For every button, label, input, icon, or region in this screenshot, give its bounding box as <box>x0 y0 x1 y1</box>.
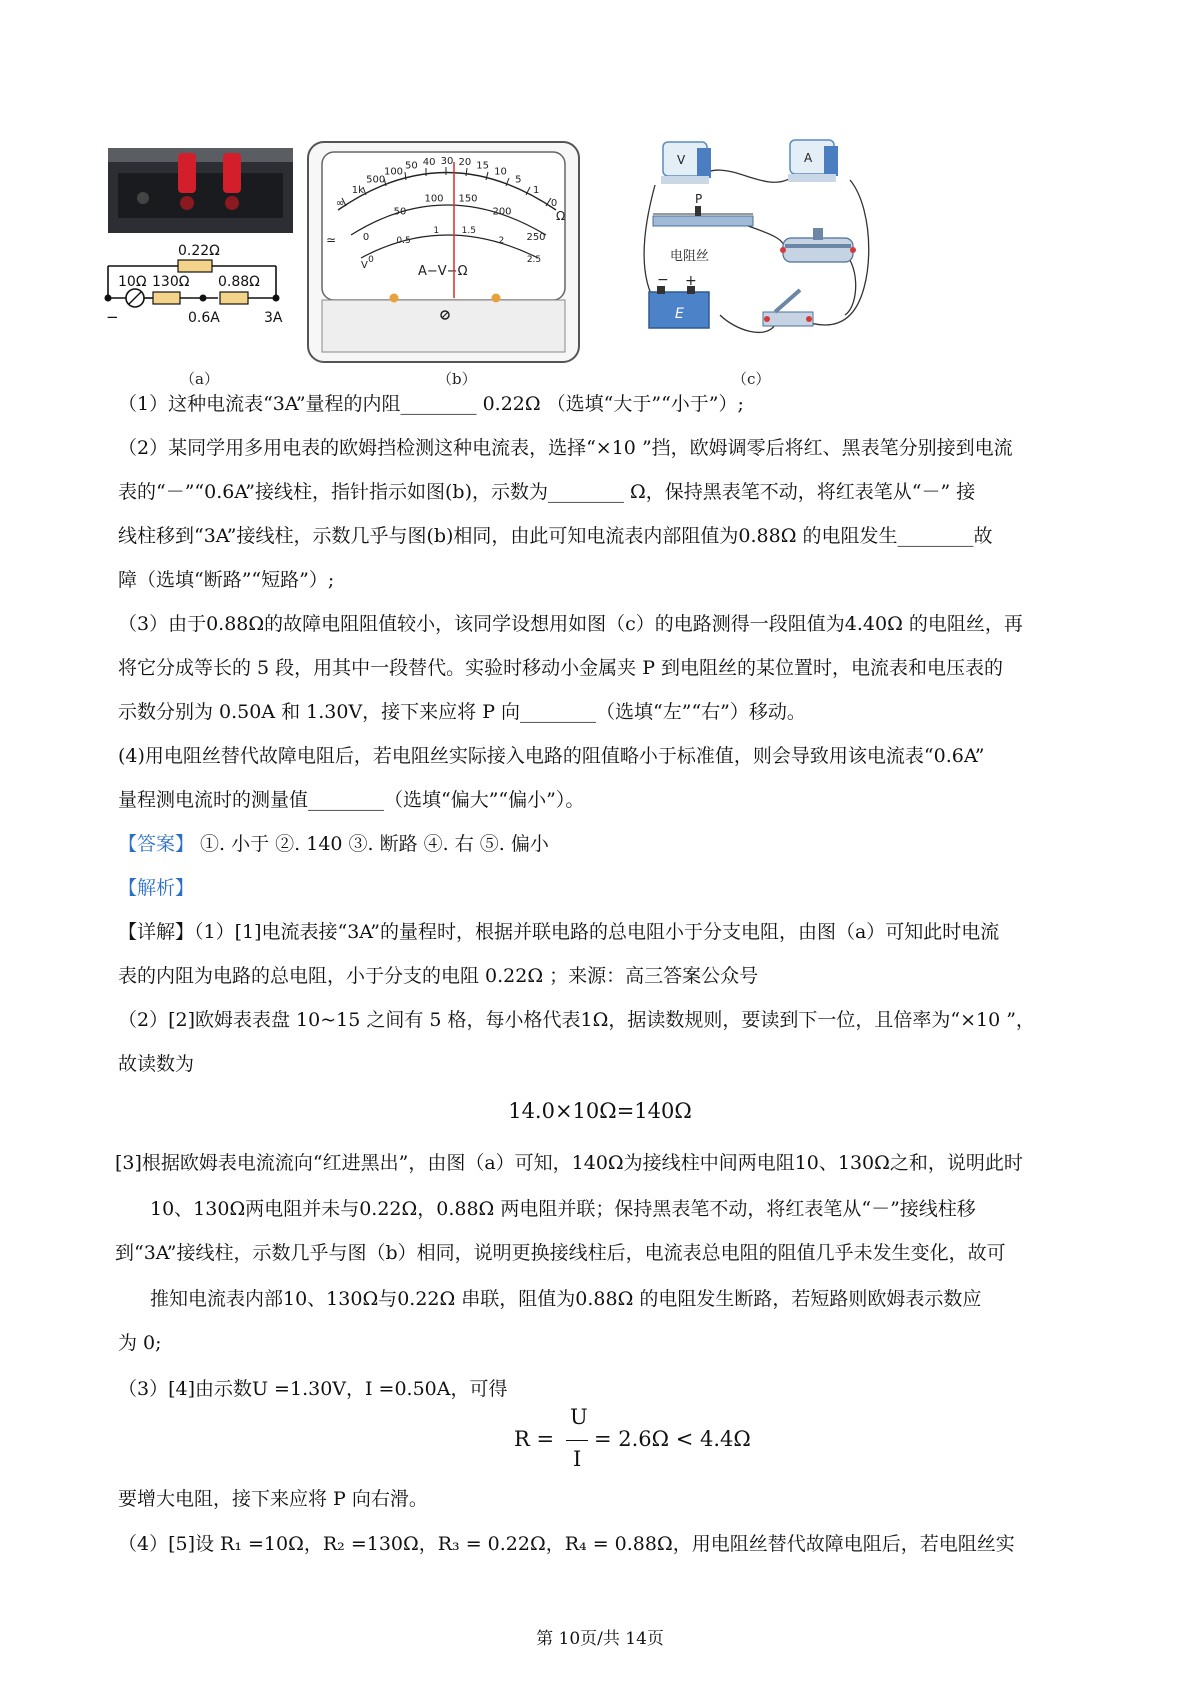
caption-a: （a） <box>180 370 219 388</box>
ac-scale-tick: 1 <box>433 226 440 237</box>
dc-scale-tick: 0 <box>362 232 370 243</box>
clip-label: P <box>695 192 703 206</box>
q2-line-a: （2）某同学用多用电表的欧姆挡检测这种电流表，选择“×10 ”挡，欧姆调零后将红、黑表笔分别接到电流 <box>118 437 1013 459</box>
circuit-c-drawing <box>635 140 890 365</box>
ohm-scale-tick: 100 <box>383 166 404 178</box>
ac-symbol: ≃ <box>326 233 337 247</box>
label-term-minus: − <box>106 308 119 326</box>
detail-2-b: 故读数为 <box>118 1053 195 1075</box>
v-symbol: V <box>361 260 368 271</box>
caption-b: （b） <box>437 370 477 388</box>
detail-4-a: （3）[4]由示数U =1.30V，I =0.50A，可得 <box>118 1378 508 1400</box>
figure-a-drawing <box>108 148 293 368</box>
ohm-scale-tick: 0 <box>550 198 558 209</box>
eq-lhs: R = <box>514 1427 555 1451</box>
q3-line-c: 示数分别为 0.50A 和 1.30V，接下来应将 P 向________（选填“左”“右”）移动。 <box>118 701 806 723</box>
red-terminal-2 <box>223 153 241 193</box>
equation-resistance <box>514 1405 751 1477</box>
ohm-scale-tick: ∞ <box>335 198 345 209</box>
dc-scale-tick: 250 <box>526 232 546 243</box>
adjust-knob-right <box>492 294 501 303</box>
resistor-022 <box>178 260 212 272</box>
figure-b <box>306 140 581 365</box>
eq-rhs: = 2.6Ω < 4.4Ω <box>594 1427 751 1451</box>
detail-3-c: 到“3A”接线柱，示数几乎与图（b）相同，说明更换接线柱后，电流表总电阻的阻值几乎未发生变化，故可 <box>115 1242 1006 1264</box>
battery-minus: − <box>657 272 669 288</box>
ac-scale-tick: 2 <box>498 235 505 246</box>
adjust-knob-left <box>390 294 399 303</box>
detail-4-b: 要增大电阻，接下来应将 P 向右滑。 <box>118 1488 428 1510</box>
ohm-scale-tick: 20 <box>458 157 472 169</box>
multimeter-dial <box>306 140 581 365</box>
label-r-right: 0.88Ω <box>218 274 260 290</box>
resistor-088 <box>220 292 248 304</box>
voltmeter-label: V <box>677 153 686 167</box>
ac-scale-tick: 2.5 <box>526 255 542 265</box>
figure-c <box>635 140 890 365</box>
switch-icon <box>763 312 813 326</box>
dc-scale-tick: 100 <box>424 193 444 205</box>
clip-p <box>695 206 701 216</box>
label-r-mid: 130Ω <box>152 274 190 290</box>
detail-3-d: 推知电流表内部10、130Ω与0.22Ω 串联，阻值为0.88Ω 的电阻发生断路，若短路则欧姆表示数应 <box>150 1288 982 1310</box>
equation-ohm-reading: 14.0×10Ω=140Ω <box>508 1099 692 1123</box>
label-r-meter: 10Ω <box>118 274 147 290</box>
unit-omega: Ω <box>556 209 566 223</box>
detail-1-a: 【详解】（1）[1]电流表接“3A”的量程时，根据并联电路的总电阻小于分支电阻，由图（a）可知此时电流 <box>118 921 1000 943</box>
ohm-scale-tick: 1 <box>532 185 540 197</box>
detail-3-b: 10、130Ω两电阻并未与0.22Ω，0.88Ω 两电阻并联；保持黑表笔不动，将红表笔从“－”接线柱移 <box>150 1198 976 1220</box>
q2-line-b: 表的“－”“0.6A”接线柱，指针指示如图(b)，示数为________ Ω，保持黑表笔不动，将红表笔从“－” 接 <box>118 481 976 503</box>
q1-line: （1）这种电流表“3A”量程的内阻________ 0.22Ω （选填“大于”“小于”）; <box>118 393 744 415</box>
ohm-scale-tick: 15 <box>476 160 490 172</box>
q3-line-a: （3）由于0.88Ω的故障电阻阻值较小，该同学设想用如图（c）的电路测得一段阻值为4.40Ω 的电阻丝，再 <box>118 613 1023 635</box>
eq-denominator: I <box>573 1447 582 1471</box>
detail-3-a: [3]根据欧姆表电流流向“红进黑出”，由图（a）可知，140Ω为接线柱中间两电阻10、130Ω之和，说明此时 <box>115 1152 1023 1174</box>
detail-3-e: 为 0; <box>118 1332 162 1354</box>
q2-line-c: 线柱移到“3A”接线柱，示数几乎与图(b)相同，由此可知电流表内部阻值为0.88Ω 的电阻发生________故 <box>118 525 993 547</box>
answer-text: ①. 小于 ②. 140 ③. 断路 ④. 右 ⑤. 偏小 <box>194 833 549 855</box>
eq-fraction-bar <box>566 1440 588 1441</box>
meter-label: A−V−Ω <box>418 264 468 279</box>
label-term-06: 0.6A <box>188 310 220 326</box>
eq-numerator: U <box>570 1405 588 1429</box>
dc-scale-tick: 150 <box>458 193 478 205</box>
detail-2-a: （2）[2]欧姆表表盘 10~15 之间有 5 格，每小格代表1Ω，据读数规则，要读到下一位，且倍率为“×10 ”， <box>118 1009 1035 1031</box>
detail-5-a: （4）[5]设 R₁ =10Ω，R₂ =130Ω，R₃ = 0.22Ω，R₄ = 0.88Ω，用电阻丝替代故障电阻后，若电阻丝实 <box>118 1533 1015 1555</box>
label-r-top: 0.22Ω <box>178 243 220 259</box>
dc-scale-tick: 200 <box>492 206 512 218</box>
q3-line-b: 将它分成等长的 5 段，用其中一段替代。实验时移动小金属夹 P 到电阻丝的某位置时，电流表和电压表的 <box>118 657 1004 679</box>
ohm-scale-tick: 500 <box>366 174 386 186</box>
ohm-scale-tick: 10 <box>494 166 507 178</box>
analysis-label: 【解析】 <box>118 877 195 899</box>
rheostat-icon <box>783 238 853 262</box>
wire-label: 电阻丝 <box>670 249 710 264</box>
answer-label: 【答案】 <box>118 833 195 855</box>
q4-line-b: 量程测电流时的测量值________（选填“偏大”“偏小”）。 <box>118 789 585 811</box>
ohm-scale-tick: 5 <box>515 174 522 186</box>
ac-scale-tick: 1.5 <box>461 226 476 237</box>
ac-scale-tick: 0 <box>368 255 374 265</box>
battery-plus: + <box>685 273 697 289</box>
ac-scale-tick: 0.5 <box>396 235 411 246</box>
figure-a <box>108 148 293 368</box>
q4-line-a: (4)用电阻丝替代故障电阻后，若电阻丝实际接入电路的阻值略小于标准值，则会导致用该电流表“0.6A” <box>118 745 985 767</box>
ohm-scale-tick: 1k <box>351 185 364 197</box>
detail-1-b: 表的内阻为电路的总电阻，小于分支的电阻 0.22Ω ；来源：高三答案公众号 <box>118 965 759 987</box>
caption-c: （c） <box>732 370 771 388</box>
battery-label: E <box>675 306 684 322</box>
page-number: 第 10页/共 14页 <box>536 1629 664 1649</box>
label-term-3: 3A <box>264 310 283 326</box>
ohm-scale-tick: 30 <box>440 156 454 167</box>
q2-line-d: 障（选填“断路”“短路”）; <box>118 569 335 591</box>
resistance-wire-board <box>653 216 753 226</box>
ohm-scale-tick: 40 <box>422 157 436 169</box>
resistor-130 <box>153 292 180 304</box>
ammeter-label: A <box>804 151 813 165</box>
answer-line <box>118 831 549 857</box>
red-terminal-1 <box>178 153 196 193</box>
dc-scale-tick: 50 <box>393 206 407 218</box>
ohm-scale-tick: 50 <box>404 160 418 172</box>
